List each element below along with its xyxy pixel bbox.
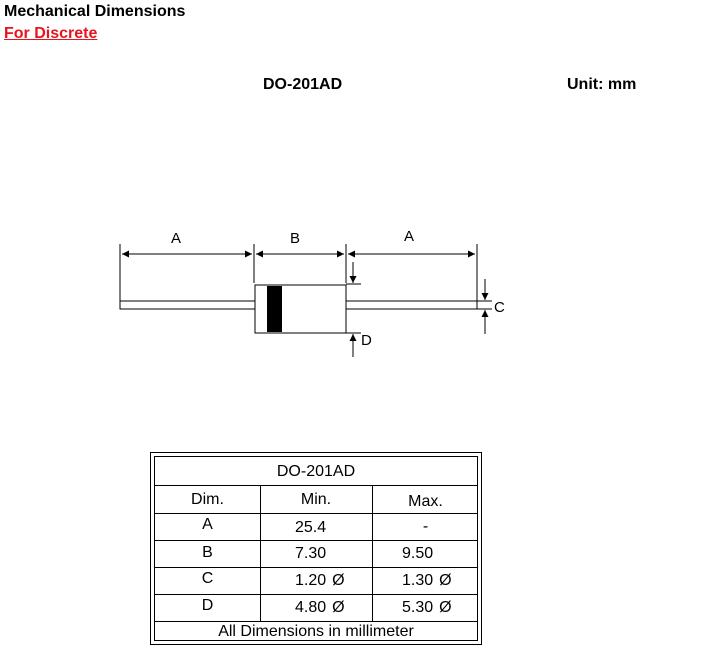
table-row-d-max-cell xyxy=(402,600,452,616)
page-title: Mechanical Dimensions xyxy=(4,3,186,20)
table-footer: All Dimensions in millimeter xyxy=(218,623,414,640)
unit-label: Unit: mm xyxy=(567,76,637,93)
table-row-b-min: 7.30 xyxy=(295,545,327,562)
table-row-a-dim: A xyxy=(202,516,213,533)
table-row-c-max: 1.30 xyxy=(402,572,434,589)
table-row-d-min-cell xyxy=(295,600,345,616)
package-name-heading: DO-201AD xyxy=(263,76,343,93)
table-row-c-dim: C xyxy=(201,570,214,587)
lead-right xyxy=(346,301,477,309)
dimension-label-b: B xyxy=(290,230,301,247)
diameter-symbol: Ø xyxy=(439,599,452,616)
column-header-min: Min. xyxy=(300,491,332,508)
diameter-symbol: Ø xyxy=(332,599,345,616)
dimensions-table xyxy=(150,452,482,645)
dimension-label-a-left: A xyxy=(171,230,182,247)
diameter-symbol: Ø xyxy=(439,572,452,589)
column-header-dim: Dim. xyxy=(191,491,224,508)
table-row-c-min: 1.20 xyxy=(295,572,327,589)
lead-left xyxy=(120,301,255,309)
cathode-band xyxy=(267,286,282,332)
diameter-symbol: Ø xyxy=(332,572,345,589)
dimension-label-a-right: A xyxy=(404,228,415,245)
table-row-c-min-cell xyxy=(295,573,345,589)
dimensions-table-inner xyxy=(154,456,478,641)
table-title: DO-201AD xyxy=(276,463,356,480)
for-discrete-link[interactable]: For Discrete xyxy=(4,25,98,42)
table-row-b-dim: B xyxy=(202,544,213,561)
column-header-max: Max. xyxy=(408,493,443,510)
table-row-d-max: 5.30 xyxy=(402,599,434,616)
table-row-b-max: 9.50 xyxy=(402,545,434,562)
dimension-label-d: D xyxy=(361,332,372,349)
table-row-d-min: 4.80 xyxy=(295,599,327,616)
table-row-c-max-cell xyxy=(402,573,452,589)
table-row-a-min: 25.4 xyxy=(295,519,327,536)
table-row-d-dim: D xyxy=(201,597,214,614)
table-row-a-max: - xyxy=(422,518,429,535)
dimension-label-c: C xyxy=(494,299,505,316)
